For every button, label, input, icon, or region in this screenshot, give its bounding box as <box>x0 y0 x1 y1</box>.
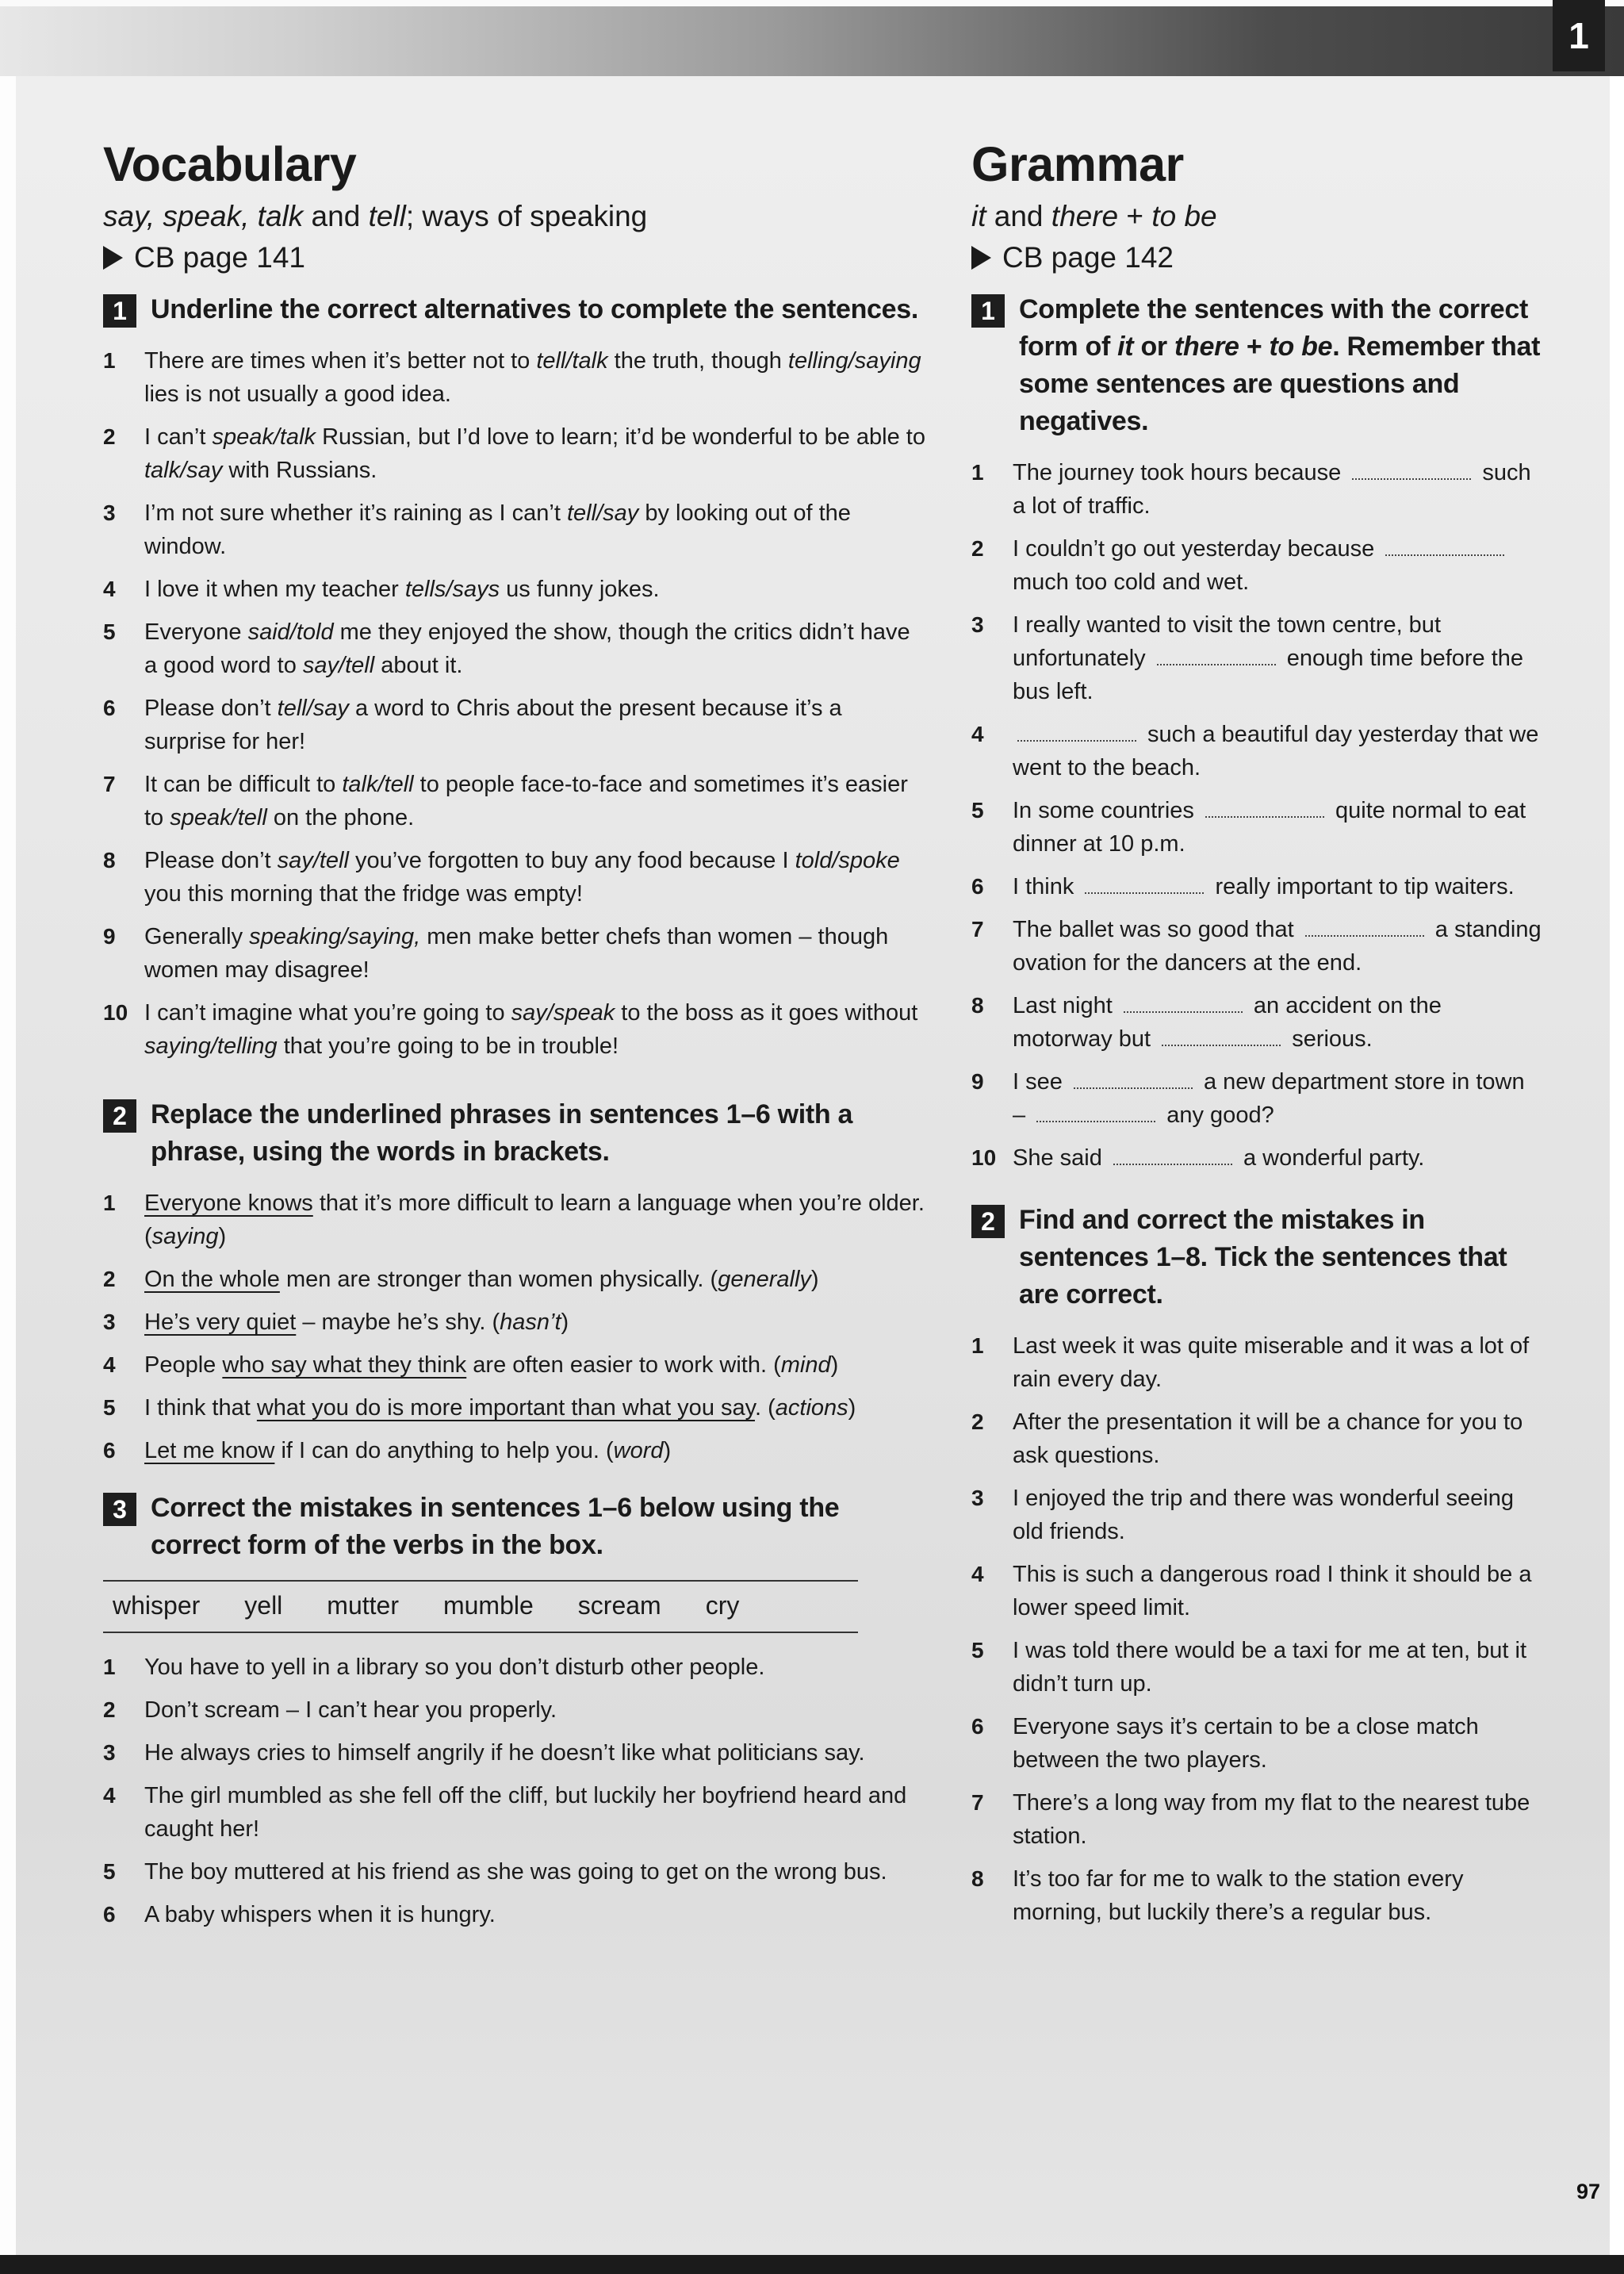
item-number: 10 <box>971 1145 997 1170</box>
sentence-text: that it’s more difficult to learn a language when you’re older. ( <box>144 1191 925 1249</box>
item-number: 5 <box>971 798 984 823</box>
item-text: This is such a dangerous road I think it should be a lower speed limit. <box>1013 1562 1532 1620</box>
sentence-text: on the phone. <box>266 805 415 830</box>
subtitle-text: + <box>1118 200 1152 232</box>
sentence-text: lies is not usually a good idea. <box>144 382 451 407</box>
list-item <box>971 718 1542 784</box>
item-text: Don’t scream – I can’t hear you properly. <box>144 1697 557 1723</box>
item-number: 4 <box>971 722 984 746</box>
item-text <box>1013 532 1542 599</box>
box-word: yell <box>244 1591 283 1620</box>
unit-tab: 1 <box>1553 0 1605 71</box>
item-number: 6 <box>971 874 984 899</box>
item-number: 2 <box>971 536 984 561</box>
list-item <box>103 920 928 987</box>
play-triangle-icon <box>971 246 991 270</box>
answer-gap[interactable] <box>1085 872 1204 894</box>
cb-ref-text: CB page 142 <box>1002 241 1174 274</box>
alternatives[interactable]: say/tell <box>302 653 375 678</box>
item-number: 4 <box>103 577 116 601</box>
underlined-phrase: Let me know <box>144 1438 275 1463</box>
item-text <box>144 420 928 487</box>
item-text <box>144 1263 928 1296</box>
alternatives[interactable]: speak/talk <box>212 424 316 450</box>
list-item <box>103 573 928 606</box>
sentence-text: ) <box>810 1267 819 1292</box>
item-number: 5 <box>103 1395 116 1420</box>
list-item <box>103 1779 928 1846</box>
item-text <box>144 1306 928 1339</box>
grammar-ex1-list <box>971 456 1542 1175</box>
item-number: 1 <box>971 1333 984 1358</box>
box-word: scream <box>577 1591 661 1620</box>
underlined-phrase: He’s very quiet <box>144 1310 297 1335</box>
alternatives[interactable]: tells/says <box>404 577 500 602</box>
list-item <box>103 996 928 1063</box>
subtitle-italic: tell <box>368 200 406 232</box>
bracket-hint: saying <box>151 1224 219 1249</box>
item-text <box>1013 718 1542 784</box>
item-text <box>144 692 928 758</box>
item-number: 9 <box>103 924 116 949</box>
list-item <box>971 1786 1542 1853</box>
sentence-text: serious. <box>1285 1026 1373 1052</box>
sentence-text: ) <box>830 1352 839 1378</box>
sentence-text: if I can do anything to help you. ( <box>274 1438 614 1463</box>
play-triangle-icon <box>103 246 123 270</box>
list-item <box>103 1348 928 1382</box>
item-text <box>144 615 928 682</box>
item-text: I enjoyed the trip and there was wonderful seeing old friends. <box>1013 1486 1514 1544</box>
grammar-ex1-heading <box>971 291 1542 440</box>
item-number: 3 <box>103 1740 116 1765</box>
list-item <box>103 1736 928 1770</box>
item-text <box>144 844 928 911</box>
exercise-number-badge: 3 <box>103 1493 136 1526</box>
item-number: 1 <box>103 348 116 373</box>
sentence-text: ) <box>218 1224 227 1249</box>
list-item <box>971 608 1542 708</box>
instr-text: or <box>1133 332 1175 362</box>
alternatives[interactable]: speak/tell <box>170 805 267 830</box>
sentence-text: Please don’t <box>144 696 278 721</box>
item-text: Last week it was quite miserable and it was a lot of rain every day. <box>1013 1333 1530 1392</box>
grammar-ex2-list <box>971 1329 1542 1929</box>
sentence-text: People <box>144 1352 223 1378</box>
vocabulary-title: Vocabulary <box>103 137 357 191</box>
item-number: 7 <box>971 917 984 941</box>
item-number: 6 <box>103 1902 116 1927</box>
item-number: 2 <box>971 1409 984 1434</box>
page-number: 97 <box>1576 2180 1601 2203</box>
item-text: A baby whispers when it is hungry. <box>144 1902 496 1927</box>
sentence-text: In some countries <box>1013 798 1201 823</box>
sentence-text: about it. <box>374 653 463 678</box>
list-item <box>971 1558 1542 1624</box>
list-item <box>103 344 928 411</box>
sentence-text: I love it when my teacher <box>144 577 405 602</box>
subtitle-text: and <box>986 200 1051 232</box>
answer-gap[interactable] <box>1157 643 1276 665</box>
answer-gap[interactable] <box>1113 1143 1232 1165</box>
list-item <box>103 420 928 487</box>
box-word: cry <box>705 1591 740 1620</box>
item-number: 1 <box>103 1655 116 1679</box>
item-text: He always cries to himself angrily if he doesn’t like what politicians say. <box>144 1740 865 1766</box>
item-number: 6 <box>103 1438 116 1463</box>
sentence-text: She said <box>1013 1145 1109 1171</box>
sentence-text: Russian, but I’d love to learn; it’d be wonderful to be able to <box>316 424 925 450</box>
sentence-text: – maybe he’s shy. ( <box>296 1310 500 1335</box>
sentence-text: ) <box>561 1310 569 1335</box>
sentence-text: Everyone <box>144 619 248 645</box>
item-number: 8 <box>971 1866 984 1891</box>
sentence-text: a new department store in town – <box>1013 1069 1525 1128</box>
sentence-text: quite normal to eat dinner at 10 p.m. <box>1013 798 1526 857</box>
alternatives[interactable]: told/spoke <box>795 848 900 873</box>
item-number: 3 <box>971 612 984 637</box>
item-number: 4 <box>971 1562 984 1586</box>
sentence-text: much too cold and wet. <box>1013 569 1250 595</box>
item-text <box>144 1348 928 1382</box>
underlined-phrase: what you do is more important than what you say <box>256 1395 755 1421</box>
alternatives[interactable]: speaking/saying, <box>249 924 421 949</box>
exercise-number-badge: 1 <box>103 294 136 328</box>
sentence-text: you this morning that the fridge was empty! <box>144 881 583 907</box>
grammar-ex2-heading <box>971 1202 1542 1313</box>
subtitle-italic: it <box>971 200 986 232</box>
sentence-text: . ( <box>754 1395 776 1421</box>
exercise-instruction <box>1019 291 1542 440</box>
answer-gap[interactable] <box>1305 915 1424 937</box>
exercise-instruction: Underline the correct alternatives to complete the sentences. <box>151 294 919 324</box>
list-item <box>103 1391 928 1425</box>
instr-italic: it <box>1117 332 1134 362</box>
bracket-hint: mind <box>780 1352 831 1378</box>
item-text <box>144 768 928 834</box>
answer-gap[interactable] <box>1205 796 1324 818</box>
underlined-phrase: who say what they think <box>222 1352 467 1378</box>
box-word: mumble <box>442 1591 534 1620</box>
alternatives[interactable]: say/speak <box>511 1000 615 1026</box>
sentence-text: enough time before the bus left. <box>1013 646 1524 704</box>
item-number: 5 <box>103 619 116 644</box>
sentence-text: that you’re going to be in trouble! <box>277 1033 619 1059</box>
list-item <box>971 532 1542 599</box>
list-item <box>103 1263 928 1296</box>
list-item <box>971 794 1542 861</box>
sentence-text: really important to tip waiters. <box>1208 874 1515 899</box>
exercise-instruction: Replace the underlined phrases in sentences 1–6 with a phrase, using the words in brackets. <box>151 1099 853 1167</box>
grammar-title: Grammar <box>971 137 1184 191</box>
vocab-ex1-list <box>103 344 928 1063</box>
vocab-ex3-heading <box>103 1490 928 1564</box>
sentence-text: The journey took hours because <box>1013 460 1348 485</box>
bracket-hint: word <box>613 1438 664 1463</box>
sentence-text: It can be difficult to <box>144 772 343 797</box>
sentence-text: ) <box>663 1438 672 1463</box>
item-text <box>144 996 928 1063</box>
item-text: Everyone says it’s certain to be a close match between the two players. <box>1013 1714 1479 1773</box>
item-number: 6 <box>103 696 116 720</box>
item-number: 9 <box>971 1069 984 1094</box>
answer-gap[interactable] <box>1352 458 1471 480</box>
underlined-phrase: Everyone knows <box>144 1191 313 1216</box>
alternatives[interactable]: saying/telling <box>144 1033 278 1059</box>
item-number: 3 <box>103 1310 116 1334</box>
item-text <box>144 573 928 606</box>
box-word: whisper <box>113 1591 201 1620</box>
item-text <box>144 920 928 987</box>
list-item <box>971 1329 1542 1396</box>
grammar-column <box>971 139 1542 1938</box>
vocabulary-subtitle <box>103 199 928 234</box>
list-item <box>103 497 928 563</box>
item-number: 6 <box>971 1714 984 1739</box>
item-number: 2 <box>103 424 116 449</box>
sentence-text: There are times when it’s better not to <box>144 348 537 374</box>
sentence-text: a standing ovation for the dancers at the end. <box>1013 917 1542 976</box>
header-band <box>0 0 1624 76</box>
sentence-text: to the boss as it goes without <box>615 1000 918 1026</box>
exercise-number-badge: 2 <box>971 1205 1005 1238</box>
instr-italic: there <box>1174 332 1239 362</box>
item-number: 1 <box>103 1191 116 1215</box>
instr-text: Complete the sentences with the correct form of <box>1019 294 1529 362</box>
list-item <box>103 1855 928 1889</box>
instr-text: + <box>1239 332 1270 362</box>
answer-gap[interactable] <box>1385 534 1504 556</box>
item-text: The boy muttered at his friend as she was going to get on the wrong bus. <box>144 1859 887 1885</box>
item-text <box>1013 456 1542 523</box>
sentence-text: men are stronger than women physically. ( <box>279 1267 718 1292</box>
sentence-text: us funny jokes. <box>500 577 660 602</box>
sentence-text: I couldn’t go out yesterday because <box>1013 536 1381 562</box>
vocabulary-column <box>103 139 928 1941</box>
sentence-text: Generally <box>144 924 250 949</box>
item-number: 5 <box>971 1638 984 1662</box>
sentence-text: by looking out of the window. <box>144 500 851 559</box>
box-word: mutter <box>327 1591 399 1620</box>
header-edge <box>0 0 1624 6</box>
item-text <box>144 344 928 411</box>
exercise-instruction: Find and correct the mistakes in sentences 1–8. Tick the sentences that are correct. <box>1019 1205 1507 1310</box>
sentence-text: I think that <box>144 1395 257 1421</box>
answer-gap[interactable] <box>1074 1067 1193 1089</box>
alternatives[interactable]: telling/saying <box>787 348 921 374</box>
sentence-text: are often easier to work with. ( <box>466 1352 781 1378</box>
list-item <box>103 1651 928 1684</box>
grammar-cb-ref <box>971 240 1542 275</box>
cb-ref-text: CB page 141 <box>134 241 306 274</box>
alternatives[interactable]: said/told <box>247 619 334 645</box>
vocab-ex2-heading <box>103 1096 928 1171</box>
vocab-ex3-list <box>103 1651 928 1931</box>
item-text <box>1013 794 1542 861</box>
page-margin <box>0 0 16 2274</box>
sentence-text: I see <box>1013 1069 1069 1095</box>
list-item <box>971 1634 1542 1701</box>
underlined-phrase: On the whole <box>144 1267 280 1292</box>
item-text <box>1013 913 1542 980</box>
sentence-text: ) <box>848 1395 856 1421</box>
item-number: 1 <box>971 460 984 485</box>
item-text: You have to yell in a library so you don’t disturb other people. <box>144 1655 765 1680</box>
item-number: 5 <box>103 1859 116 1884</box>
sentence-text: me they enjoyed the show, though the critics didn’t have a good word to <box>144 619 910 678</box>
item-text <box>144 497 928 563</box>
list-item <box>971 1482 1542 1548</box>
answer-gap[interactable] <box>1017 719 1136 742</box>
grammar-subtitle <box>971 199 1542 234</box>
item-text: The girl mumbled as she fell off the cliff, but luckily her boyfriend heard and caught her! <box>144 1783 907 1842</box>
sentence-text: I really wanted to visit the town centre, but unfortunately <box>1013 612 1441 671</box>
bottom-bar <box>0 2255 1624 2274</box>
word-box <box>103 1580 858 1633</box>
list-item <box>103 692 928 758</box>
list-item <box>971 1862 1542 1929</box>
list-item <box>971 456 1542 523</box>
vocab-ex1-heading <box>103 291 928 328</box>
answer-gap[interactable] <box>1036 1100 1155 1122</box>
bracket-hint: generally <box>718 1267 811 1292</box>
list-item <box>971 870 1542 903</box>
list-item <box>103 1187 928 1253</box>
list-item <box>971 913 1542 980</box>
item-text <box>1013 1065 1542 1132</box>
bracket-hint: hasn’t <box>500 1310 561 1335</box>
sentence-text: an accident on the motorway but <box>1013 993 1442 1052</box>
sentence-text: Last night <box>1013 993 1119 1018</box>
alternatives[interactable]: say/tell <box>277 848 349 873</box>
list-item <box>103 1693 928 1727</box>
answer-gap[interactable] <box>1124 991 1243 1013</box>
item-number: 8 <box>971 993 984 1018</box>
list-item <box>103 1898 928 1931</box>
instr-italic: to be <box>1269 332 1333 362</box>
subtitle-text: ; ways of speaking <box>405 200 648 232</box>
sentence-text: Please don’t <box>144 848 278 873</box>
list-item <box>971 1065 1542 1132</box>
sentence-text: a wonderful party. <box>1236 1145 1425 1171</box>
sentence-text: a word to Chris about the present because it’s a surprise for her! <box>144 696 842 754</box>
vocab-ex2-list <box>103 1187 928 1467</box>
item-text: There’s a long way from my flat to the nearest tube station. <box>1013 1790 1530 1849</box>
item-number: 4 <box>103 1783 116 1808</box>
answer-gap[interactable] <box>1162 1024 1281 1046</box>
subtitle-italic: to be <box>1151 200 1217 232</box>
item-text <box>1013 870 1542 903</box>
list-item <box>103 844 928 911</box>
item-number: 10 <box>103 1000 128 1025</box>
sentence-text: men make better chefs than women – though women may disagree! <box>144 924 889 983</box>
item-text: I was told there would be a taxi for me at ten, but it didn’t turn up. <box>1013 1638 1527 1697</box>
list-item <box>103 1306 928 1339</box>
sentence-text: I’m not sure whether it’s raining as I can’t <box>144 500 567 526</box>
vocabulary-cb-ref <box>103 240 928 275</box>
list-item <box>971 1405 1542 1472</box>
sentence-text: such a beautiful day yesterday that we went to the beach. <box>1013 722 1539 780</box>
sentence-text: such a lot of traffic. <box>1013 460 1531 519</box>
sentence-text: I think <box>1013 874 1081 899</box>
alternatives[interactable]: talk/say <box>144 458 223 483</box>
list-item <box>971 989 1542 1056</box>
sentence-text: with Russians. <box>222 458 377 483</box>
item-text <box>1013 989 1542 1056</box>
item-text <box>144 1187 928 1253</box>
sentence-text: I can’t imagine what you’re going to <box>144 1000 511 1026</box>
item-text: After the presentation it will be a chance for you to ask questions. <box>1013 1409 1523 1468</box>
item-text <box>1013 608 1542 708</box>
alternatives[interactable]: tell/talk <box>536 348 608 374</box>
subtitle-italic: say, speak, talk <box>103 200 304 232</box>
sentence-text: you’ve forgotten to buy any food because I <box>348 848 795 873</box>
item-number: 2 <box>103 1697 116 1722</box>
alternatives[interactable]: tell/say <box>567 500 639 526</box>
exercise-number-badge: 1 <box>971 294 1005 328</box>
subtitle-italic: there <box>1051 200 1119 232</box>
sentence-text: The ballet was so good that <box>1013 917 1300 942</box>
sentence-text: to people face-to-face and sometimes it’s easier to <box>144 772 908 830</box>
sentence-text: I can’t <box>144 424 213 450</box>
item-number: 7 <box>103 772 116 796</box>
item-number: 8 <box>103 848 116 872</box>
list-item <box>103 768 928 834</box>
list-item <box>971 1710 1542 1777</box>
sentence-text: the truth, though <box>607 348 788 374</box>
bracket-hint: actions <box>775 1395 848 1421</box>
alternatives[interactable]: talk/tell <box>342 772 414 797</box>
item-text: It’s too far for me to walk to the station every morning, but luckily there’s a regular bus. <box>1013 1866 1464 1925</box>
item-text <box>144 1434 928 1467</box>
list-item <box>971 1141 1542 1175</box>
item-text <box>1013 1141 1542 1175</box>
alternatives[interactable]: tell/say <box>277 696 349 721</box>
sentence-text: any good? <box>1160 1102 1274 1128</box>
exercise-number-badge: 2 <box>103 1099 136 1133</box>
list-item <box>103 1434 928 1467</box>
item-number: 2 <box>103 1267 116 1291</box>
item-number: 3 <box>971 1486 984 1510</box>
item-number: 4 <box>103 1352 116 1377</box>
item-number: 3 <box>103 500 116 525</box>
instr-text: . Remember that some sentences are questions and negatives. <box>1019 332 1541 436</box>
list-item <box>103 615 928 682</box>
subtitle-text: and <box>303 200 369 232</box>
item-text <box>144 1391 928 1425</box>
exercise-instruction: Correct the mistakes in sentences 1–6 below using the correct form of the verbs in the box. <box>151 1493 840 1560</box>
item-number: 7 <box>971 1790 984 1815</box>
